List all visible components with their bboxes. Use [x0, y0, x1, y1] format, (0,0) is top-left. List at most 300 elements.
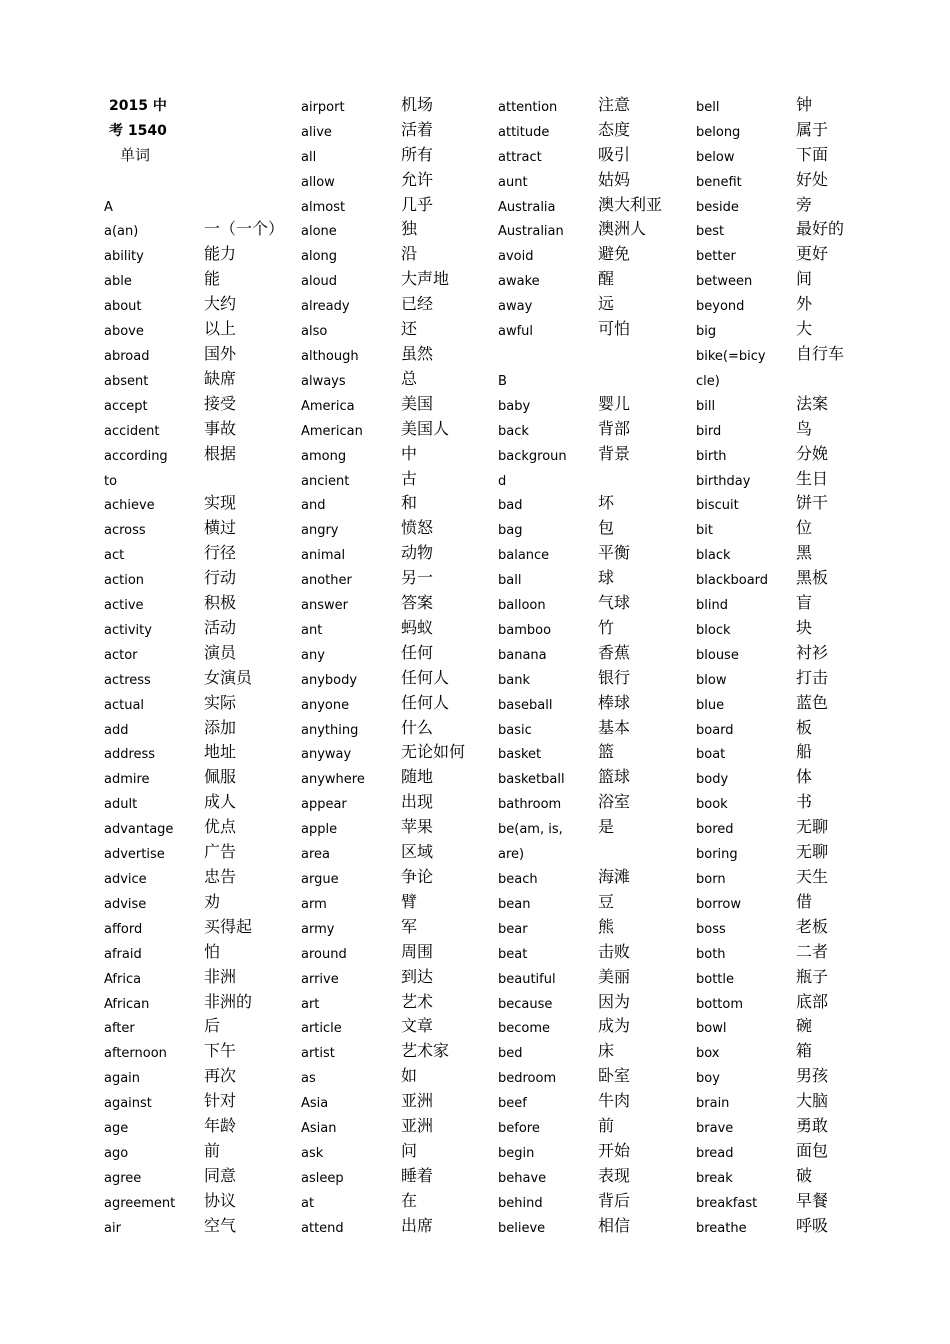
english-word: after [104, 1021, 135, 1037]
chinese-meaning: 醒 [598, 269, 615, 289]
chinese-meaning: 机场 [401, 94, 434, 114]
english-word: afternoon [104, 1046, 167, 1062]
english-word: benefit [696, 174, 742, 190]
english-word: according [104, 448, 168, 464]
chinese-meaning: 前 [204, 1140, 221, 1160]
chinese-meaning: 年龄 [204, 1116, 237, 1136]
chinese-meaning: 箱 [796, 1041, 813, 1061]
english-word: actor [104, 647, 138, 663]
chinese-meaning: 破 [796, 1165, 813, 1185]
chinese-meaning: 允许 [401, 169, 434, 189]
chinese-meaning: 任何人 [401, 667, 450, 687]
chinese-meaning: 愤怒 [401, 518, 434, 538]
chinese-meaning: 面包 [796, 1140, 829, 1160]
chinese-meaning: 出现 [401, 792, 434, 812]
english-word: boy [696, 1071, 720, 1087]
english-word: at [301, 1195, 315, 1211]
english-word: bear [498, 921, 528, 937]
chinese-meaning: 衬衫 [796, 642, 829, 662]
english-word: A [104, 199, 113, 215]
english-word: action [104, 573, 145, 589]
english-word: answer [301, 598, 348, 614]
chinese-meaning: 天生 [796, 867, 829, 886]
english-word: avoid [498, 249, 534, 265]
english-word: birth [696, 448, 727, 464]
english-word: awful [498, 324, 534, 340]
chinese-meaning: 包 [598, 518, 615, 538]
english-word: allow [301, 174, 335, 190]
chinese-meaning: 活动 [204, 617, 237, 637]
english-word: argue [301, 872, 339, 887]
english-word: bag [498, 523, 523, 539]
english-word: arrive [301, 971, 339, 987]
english-word: agreement [104, 1195, 176, 1211]
english-word: artist [301, 1046, 335, 1062]
english-word: attract [498, 149, 542, 165]
chinese-meaning: 海滩 [598, 867, 631, 886]
english-word: angry [301, 523, 339, 539]
chinese-meaning: 下面 [796, 144, 829, 164]
chinese-meaning: 钟 [796, 94, 813, 114]
english-word: body [696, 772, 729, 788]
chinese-meaning: 同意 [204, 1165, 237, 1185]
chinese-meaning: 争论 [401, 867, 434, 886]
english-word: admire [104, 772, 150, 788]
english-word: ant [301, 622, 323, 638]
chinese-meaning: 盲 [796, 593, 813, 613]
english-word: alone [301, 224, 337, 240]
chinese-meaning: 根据 [204, 443, 237, 463]
english-word: are) [498, 847, 525, 863]
chinese-meaning: 军 [401, 916, 418, 936]
chinese-meaning: 能 [204, 269, 221, 289]
english-word: blind [696, 598, 728, 614]
english-word: ball [498, 573, 522, 589]
english-word: area [301, 847, 330, 863]
chinese-meaning: 是 [598, 817, 615, 837]
chinese-meaning: 银行 [598, 667, 631, 687]
english-word: article [301, 1021, 342, 1037]
english-word: anyone [301, 697, 350, 713]
english-word: boss [696, 921, 726, 937]
chinese-meaning: 下午 [204, 1041, 237, 1061]
english-word: both [696, 946, 726, 962]
chinese-meaning: 卧室 [598, 1066, 631, 1086]
english-word: backgroun [498, 448, 567, 464]
chinese-meaning: 大约 [204, 294, 237, 314]
chinese-meaning: 苹果 [401, 817, 434, 837]
english-word: beside [696, 199, 739, 215]
english-word: Australian [498, 224, 564, 240]
english-word: behind [498, 1195, 543, 1211]
chinese-meaning: 美国 [401, 393, 434, 413]
chinese-meaning: 买得起 [204, 916, 253, 936]
english-word: arm [301, 896, 327, 912]
english-word: d [498, 473, 507, 489]
chinese-meaning: 实际 [204, 692, 237, 712]
chinese-meaning: 针对 [204, 1091, 237, 1111]
chinese-meaning: 勇敢 [796, 1116, 829, 1136]
english-word: afford [104, 921, 143, 937]
chinese-meaning: 忠告 [204, 867, 237, 886]
chinese-meaning: 法案 [796, 393, 829, 413]
english-word: birthday [696, 473, 751, 489]
chinese-meaning: 棒球 [598, 692, 631, 712]
chinese-meaning: 到达 [401, 966, 434, 986]
english-word: beautiful [498, 971, 556, 987]
chinese-meaning: 虽然 [401, 343, 434, 363]
chinese-meaning: 吸引 [598, 144, 631, 164]
english-word: attitude [498, 124, 550, 140]
english-word: beach [498, 872, 538, 887]
english-word: agree [104, 1170, 142, 1186]
english-word: apple [301, 822, 338, 838]
english-word: blue [696, 697, 725, 713]
english-word: America [301, 398, 355, 414]
english-word: become [498, 1021, 551, 1037]
english-word: awake [498, 274, 540, 290]
english-word: animal [301, 548, 346, 564]
chinese-meaning: 打击 [796, 667, 829, 687]
english-word: all [301, 149, 317, 165]
english-word: anywhere [301, 772, 365, 788]
english-word: advice [104, 872, 147, 887]
english-word: about [104, 299, 142, 315]
english-word: as [301, 1071, 316, 1087]
english-word: airport [301, 99, 345, 115]
chinese-meaning: 添加 [204, 717, 237, 737]
chinese-meaning: 平衡 [598, 543, 631, 563]
english-word: big [696, 324, 717, 340]
english-word: away [498, 299, 533, 315]
chinese-meaning: 佩服 [204, 767, 237, 787]
english-word: balloon [498, 598, 546, 614]
chinese-meaning: 答案 [401, 593, 434, 613]
chinese-meaning: 竹 [598, 617, 615, 637]
english-word: bread [696, 1145, 734, 1161]
english-word: to [104, 473, 118, 489]
chinese-meaning: 睡着 [401, 1165, 434, 1185]
english-word: black [696, 548, 731, 564]
english-word: behave [498, 1170, 547, 1186]
english-word: American [301, 423, 363, 439]
english-word: among [301, 448, 347, 464]
english-word: ago [104, 1145, 129, 1161]
english-word: abroad [104, 348, 150, 364]
english-word: ancient [301, 473, 350, 489]
chinese-meaning: 可怕 [598, 319, 631, 339]
english-word: active [104, 598, 144, 614]
english-word: below [696, 149, 735, 165]
english-word: beef [498, 1096, 527, 1112]
chinese-meaning: 最好的 [796, 219, 845, 239]
chinese-meaning: 再次 [204, 1066, 237, 1086]
english-word: and [301, 498, 326, 514]
chinese-meaning: 坏 [598, 493, 615, 513]
english-word: between [696, 274, 753, 290]
english-word: advise [104, 896, 147, 912]
chinese-meaning: 如 [401, 1066, 418, 1086]
chinese-meaning: 协议 [204, 1190, 237, 1210]
chinese-meaning: 另一 [401, 568, 434, 588]
english-word: any [301, 647, 325, 663]
english-word: bottom [696, 996, 744, 1012]
english-word: break [696, 1170, 733, 1186]
chinese-meaning: 缺席 [204, 368, 237, 388]
chinese-meaning: 避免 [598, 244, 631, 264]
chinese-meaning: 艺术 [401, 991, 434, 1011]
english-word: Australia [498, 199, 556, 215]
chinese-meaning: 成人 [204, 792, 237, 812]
english-word: army [301, 921, 335, 937]
english-word: asleep [301, 1170, 344, 1186]
chinese-meaning: 借 [796, 891, 813, 911]
chinese-meaning: 蓝色 [796, 692, 829, 712]
chinese-meaning: 分娩 [796, 443, 829, 463]
english-word: anyway [301, 747, 352, 763]
chinese-meaning: 间 [796, 269, 813, 289]
english-word: address [104, 747, 156, 763]
chinese-meaning: 远 [598, 294, 615, 314]
chinese-meaning: 床 [598, 1041, 615, 1061]
english-word: book [696, 797, 728, 813]
chinese-meaning: 古 [401, 468, 418, 488]
english-word: bad [498, 498, 523, 514]
english-word: against [104, 1096, 152, 1112]
english-word: born [696, 872, 726, 887]
chinese-meaning: 无论如何 [401, 742, 466, 762]
chinese-meaning: 问 [401, 1140, 418, 1160]
chinese-meaning: 因为 [598, 991, 631, 1011]
chinese-meaning: 接受 [204, 393, 237, 413]
chinese-meaning: 怕 [204, 941, 221, 961]
english-word: brain [696, 1096, 730, 1112]
chinese-meaning: 大 [796, 319, 813, 339]
english-word: age [104, 1121, 129, 1137]
chinese-meaning: 还 [401, 319, 418, 339]
chinese-meaning: 开始 [598, 1140, 631, 1160]
english-word: alive [301, 124, 332, 140]
english-word: bamboo [498, 622, 552, 638]
english-word: bit [696, 523, 713, 539]
chinese-meaning: 行径 [204, 543, 237, 563]
english-word: breathe [696, 1220, 747, 1236]
english-word: be(am, is, [498, 822, 563, 838]
english-word: bird [696, 423, 722, 439]
chinese-meaning: 牛肉 [598, 1091, 631, 1111]
chinese-meaning: 位 [796, 518, 813, 538]
chinese-meaning: 亚洲 [401, 1091, 434, 1111]
chinese-meaning: 随地 [401, 767, 434, 787]
chinese-meaning: 熊 [598, 916, 615, 936]
english-word: Asian [301, 1121, 337, 1137]
chinese-meaning: 香蕉 [598, 642, 631, 662]
english-word: Asia [301, 1096, 329, 1112]
english-word: beat [498, 946, 528, 962]
doc-title-line-2: 考 1540 [109, 122, 167, 139]
chinese-meaning: 大声地 [401, 269, 450, 289]
english-word: bottle [696, 971, 735, 987]
english-word: above [104, 324, 144, 340]
chinese-meaning: 属于 [796, 119, 829, 139]
english-word: also [301, 324, 328, 340]
chinese-meaning: 以上 [204, 319, 237, 339]
chinese-meaning: 出席 [401, 1215, 434, 1235]
chinese-meaning: 沿 [401, 244, 418, 264]
chinese-meaning: 书 [796, 792, 813, 812]
chinese-meaning: 独 [401, 219, 418, 239]
chinese-meaning: 几乎 [401, 194, 434, 214]
chinese-meaning: 事故 [204, 418, 237, 438]
chinese-meaning: 能力 [204, 244, 237, 264]
chinese-meaning: 总 [401, 368, 418, 388]
chinese-meaning: 澳大利亚 [598, 194, 663, 214]
chinese-meaning: 蚂蚁 [401, 617, 434, 637]
chinese-meaning: 美国人 [401, 418, 450, 438]
chinese-meaning: 地址 [204, 742, 237, 762]
chinese-meaning: 实现 [204, 493, 237, 513]
chinese-meaning: 积极 [204, 593, 237, 613]
chinese-meaning: 碗 [796, 1016, 813, 1036]
chinese-meaning: 文章 [401, 1016, 434, 1036]
chinese-meaning: 和 [401, 493, 418, 513]
english-word: anything [301, 722, 359, 738]
english-word: bell [696, 99, 720, 115]
english-word: anybody [301, 672, 358, 688]
chinese-meaning: 二者 [796, 941, 829, 961]
chinese-meaning: 背景 [598, 443, 631, 463]
english-word: B [498, 373, 507, 389]
chinese-meaning: 态度 [598, 119, 631, 139]
english-word: actress [104, 672, 151, 688]
chinese-meaning: 呼吸 [796, 1215, 829, 1235]
chinese-meaning: 已经 [401, 294, 434, 314]
chinese-meaning: 国外 [204, 343, 237, 363]
english-word: art [301, 996, 320, 1012]
english-word: brave [696, 1121, 734, 1137]
chinese-meaning: 一（一个） [204, 219, 285, 239]
chinese-meaning: 任何 [401, 642, 434, 662]
chinese-meaning: 行动 [204, 568, 237, 588]
english-word: boring [696, 847, 738, 863]
chinese-meaning: 优点 [204, 817, 237, 837]
chinese-meaning: 基本 [598, 717, 631, 737]
chinese-meaning: 板 [796, 717, 813, 737]
chinese-meaning: 活着 [401, 119, 434, 139]
chinese-meaning: 姑妈 [598, 169, 631, 189]
english-word: bored [696, 822, 734, 838]
english-word: activity [104, 622, 152, 638]
chinese-meaning: 男孩 [796, 1066, 829, 1086]
english-word: although [301, 348, 359, 364]
chinese-meaning: 旁 [796, 194, 813, 214]
chinese-meaning: 大脑 [796, 1091, 829, 1111]
chinese-meaning: 非洲 [204, 966, 237, 986]
english-word: because [498, 996, 553, 1012]
chinese-meaning: 成为 [598, 1016, 631, 1036]
chinese-meaning: 船 [796, 742, 813, 762]
chinese-meaning: 篮 [598, 742, 615, 762]
english-word: accident [104, 423, 160, 439]
english-word: bike(=bicy [696, 348, 766, 364]
english-word: back [498, 423, 529, 439]
english-word: advertise [104, 847, 165, 863]
english-word: biscuit [696, 498, 739, 514]
english-word: attention [498, 99, 558, 115]
chinese-meaning: 非洲的 [204, 991, 253, 1011]
english-word: afraid [104, 946, 142, 962]
english-word: Africa [104, 971, 142, 987]
english-word: bathroom [498, 797, 562, 813]
english-word: borrow [696, 896, 741, 912]
chinese-meaning: 气球 [598, 593, 631, 613]
english-word: begin [498, 1145, 535, 1161]
english-word: banana [498, 647, 547, 663]
english-word: ask [301, 1145, 324, 1161]
english-word: aloud [301, 274, 338, 290]
english-word: belong [696, 124, 741, 140]
chinese-meaning: 生日 [796, 468, 829, 488]
english-word: basic [498, 722, 532, 738]
english-word: beyond [696, 299, 745, 315]
english-word: achieve [104, 498, 155, 514]
english-word: around [301, 946, 347, 962]
chinese-meaning: 击败 [598, 941, 631, 961]
english-word: bean [498, 896, 531, 912]
chinese-meaning: 亚洲 [401, 1116, 434, 1136]
english-word: balance [498, 548, 550, 564]
chinese-meaning: 劝 [204, 891, 221, 911]
chinese-meaning: 更好 [796, 244, 829, 264]
english-word: another [301, 573, 352, 589]
english-word: bank [498, 672, 530, 688]
chinese-meaning: 所有 [401, 144, 434, 164]
chinese-meaning: 周围 [401, 941, 434, 961]
english-word: air [104, 1220, 121, 1236]
english-word: bedroom [498, 1071, 557, 1087]
chinese-meaning: 在 [401, 1190, 418, 1210]
english-word: accept [104, 398, 148, 414]
chinese-meaning: 横过 [204, 518, 237, 538]
chinese-meaning: 无聊 [796, 842, 829, 862]
chinese-meaning: 后 [204, 1016, 221, 1036]
english-word: blouse [696, 647, 739, 663]
doc-title-line-1: 2015 中 [109, 97, 167, 114]
english-word: baseball [498, 697, 553, 713]
english-word: before [498, 1121, 540, 1137]
chinese-meaning: 演员 [204, 642, 237, 662]
english-word: believe [498, 1220, 546, 1236]
english-word: boat [696, 747, 726, 763]
english-word: blow [696, 672, 727, 688]
chinese-meaning: 表现 [598, 1165, 631, 1185]
english-word: breakfast [696, 1195, 758, 1211]
chinese-meaning: 豆 [598, 891, 615, 911]
english-word: always [301, 373, 346, 389]
chinese-meaning: 背部 [598, 418, 631, 438]
english-word: cle) [696, 373, 720, 389]
chinese-meaning: 外 [796, 294, 813, 314]
english-word: baby [498, 398, 531, 414]
chinese-meaning: 好处 [796, 169, 829, 189]
chinese-meaning: 任何人 [401, 692, 450, 712]
chinese-meaning: 婴儿 [598, 393, 631, 413]
english-word: attend [301, 1220, 344, 1236]
chinese-meaning: 球 [598, 568, 615, 588]
english-word: a(an) [104, 224, 139, 240]
chinese-meaning: 区域 [401, 842, 434, 862]
chinese-meaning: 注意 [598, 94, 631, 114]
